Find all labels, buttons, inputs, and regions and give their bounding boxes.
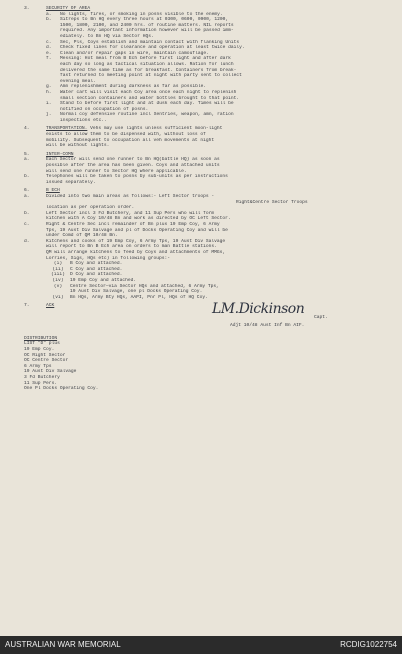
para3-b-line4: ediately. to Bn HQ via Sector HQs. xyxy=(60,33,154,39)
para6-a-line2: Right&Centre Sector Troops xyxy=(236,199,308,205)
para3-e: Clean and/or repair gaps in wire, maintain camouflage. xyxy=(60,50,209,56)
para3-c: Sec, Pls, Coys establish and maintain contact with flanking Units xyxy=(60,39,240,45)
para6: 6. B ECH a. Divided into two main areas as follows:- Left Sector troops - Right&Centre Sector Troops location as per operation order. b. Left Sector incl 3 Fd Butchery, and 11 Sup Pers who will form kitchen with A Coy 10/48 Bn and work as directed by OC Left Sector. c. Right & Centre Sec incl remainder of Bn plus 19 Emp Coy, 6 Army Tps, 19 Aust Div Salvage and pl of Docks Operating Coy and will be under Comd of QM 10/48 Bn. d. Kitchens and cooks of 19 Emp Coy, 6 Army Tps, 19 Aust Div Salvage will report to Bn B Ech area on orders to man Battle stations. QM will arrange kitchens to feed by Coys and attachments of MMGs, Lorries, Sigs, HQs etc) in following groups:- (i) B Coy and attached. (ii) C Coy and attached. (iii) D Coy and attached. (iv) 19 Emp Coy and attached. (v) Centre Sector—via Sector HQs and attached, 6 Army Tps, 19 Aust Div Salvage, one pl Docks Operating Coy. (vi) Bn HQs, Army Bty HQs, AAPI, Pnr Pl, HQs of HQ Coy. xyxy=(24,188,390,300)
signature-line: Adjt 10/48 Aust Inf Bn AIF. xyxy=(230,322,305,328)
para6-group-ii: C Coy and attached. xyxy=(70,266,123,272)
para3-f-line4: fast returned to meeting point at night with party sent to collect xyxy=(60,73,242,79)
distribution-item: One Pl Docks Operating Coy. xyxy=(24,386,99,392)
distribution-item: 19 Emp Coy. xyxy=(24,347,55,353)
para6-group-vi: Bn HQs, Army Bty HQs, AAPI, Pnr Pl, HQs of HQ Coy. xyxy=(70,294,208,300)
para6-group-v: Centre Sector—via Sector HQs and attached, 6 Army Tps, xyxy=(70,283,219,289)
distribution-item: OC Centre Sector xyxy=(24,358,69,364)
para4-title: TRANSPORTATION. xyxy=(46,126,88,132)
para5-a-line2: possible after the area has been given. Coys and attached units xyxy=(46,163,220,169)
para5-a-line1: Each Sector will send one runner to Bn HQ(battle HQ) as soon as xyxy=(46,157,220,163)
para3-f-line2: each day so long as tactical situation allows. Ration for lunch xyxy=(60,61,234,67)
distribution-list xyxy=(24,336,390,392)
para4-line3: mobility. Subsequent to occupation all veh movements at night xyxy=(46,137,215,143)
para3-j-line2: inspections etc.. xyxy=(60,117,107,123)
para3-h-line1: Water cart will visit each Coy area once each night to replenish xyxy=(60,89,237,95)
archive-source: AUSTRALIAN WAR MEMORIAL xyxy=(5,640,121,649)
para6-c-line1: Right & Centre Sec incl remainder of Bn plus 19 Emp Coy, 6 Army xyxy=(46,221,220,227)
para6-group-iv: 19 Emp Coy and attached. xyxy=(70,277,137,283)
handwritten-signature: LM.Dickinson xyxy=(212,300,305,317)
para3-d: Check fixed lines for clearance and operation at least twice daily. xyxy=(60,45,245,51)
distribution-item: 6 Army Tps xyxy=(24,363,52,369)
para3-i-line2: notified on occupation of posns. xyxy=(60,106,149,112)
distribution-item: 3 Fd Butchery xyxy=(24,375,60,381)
para5-title: INTER-COMN xyxy=(46,151,74,157)
para6-a-line3: location as per operation order. xyxy=(46,205,135,211)
para3-b-line3: required. Any important information however will be passed imm- xyxy=(60,28,234,34)
para3-f-line1: Messing: Hot meal from B Ech before first light and after dark xyxy=(60,56,231,62)
para3-g: Amn replenishment during darkness as far as possible. xyxy=(60,84,207,90)
para3-i-line1: Stand to before first light and at dusk each day. Times will be xyxy=(60,101,234,107)
para6-group-v-extra: 19 Aust Div Salvage, one pl Docks Operating Coy. xyxy=(70,289,203,295)
para3-heading-row: 3. SECURITY OF AREA xyxy=(24,6,390,12)
para3-f-line3: delivered the same time as for breakfast. Containers from break- xyxy=(60,67,237,73)
para6-d-line4: Lorries, Sigs, HQs etc) in following groups:- xyxy=(46,255,171,261)
para6-d-line1: Kitchens and cooks of 19 Emp Coy, 6 Army Tps, 19 Aust Div Salvage xyxy=(46,238,226,244)
distribution-item: OC Right Sector xyxy=(24,352,66,358)
para5-b-line2: issued separately. xyxy=(46,179,96,185)
para7: 7. ACK xyxy=(24,303,390,309)
document-body xyxy=(24,6,390,392)
para6-c-line3: under Comd of QM 10/48 Bn. xyxy=(46,233,118,239)
para6-title: B ECH xyxy=(46,188,60,194)
archive-reference: RCDIG1022754 xyxy=(340,640,397,649)
para6-c-line2: Tps, 19 Aust Div Salvage and pl of Docks Operating Coy and will be xyxy=(46,227,228,233)
para6-d-line2: will report to Bn B Ech area on orders to man Battle stations. xyxy=(46,244,217,250)
para3-heading: SECURITY OF AREA xyxy=(46,6,91,11)
para3-h-line2: small section containers and water bottles brought to that point. xyxy=(60,95,240,101)
para5-b-line1: Telephones will be taken to posns by sub-units as per instructions xyxy=(46,174,228,180)
para3-b-line2: 1500, 1800, 2100, and 2400 hrs. of routine matters. NIL reports xyxy=(60,22,234,28)
para5-a-line3: will send one runner to Sector HQ where applicable. xyxy=(46,168,187,174)
distribution-title: DISTRIBUTION xyxy=(24,335,58,341)
para3-b-line1: Sitreps to Bn HQ every three hours at 0300, 0600, 0900, 1200, xyxy=(60,17,229,23)
para6-b-line2: kitchen with A Coy 10/48 Bn and work as directed by OC Left Sector. xyxy=(46,216,231,222)
para7-title: ACK xyxy=(46,303,55,309)
para4: 4. TRANSPORTATION. Vehs may use lights unless sufficient moon-light exists to allow them to be dispensed with, without loss of mobility. Subsequent to occupation all veh movements at night will be without lights. xyxy=(24,126,390,148)
signature-rank: Capt. xyxy=(314,314,328,320)
para4-line2: exists to allow them to be dispensed with, without loss of xyxy=(46,132,206,138)
para3-a: No lights, fires, or smoking in posns visible to the enemy. xyxy=(60,11,223,17)
archive-footer xyxy=(0,636,402,654)
para6-b-line1: Left Sector incl 3 Fd Butchery, and 11 Sup Pers who will form xyxy=(46,210,215,216)
para6-a-line1: Divided into two main areas as follows:- Left Sector troops - xyxy=(46,194,215,199)
para6-d-line3: QM will arrange kitchens to feed by Coys and attachments of MMGs, xyxy=(46,249,226,255)
para3-f-line5: evening meal. xyxy=(60,78,96,84)
para4-line1: Vehs may use lights unless sufficient moon-light xyxy=(90,126,223,132)
para3-items: a. No lights, fires, or smoking in posns visible to the enemy. b. Sitreps to Bn HQ every three hours at 0300, 0600, 0900, 1200, 1500, 1800, 2100, and 2400 hrs. of routine matters. NIL reports required. Any important information however will be passed imm- ediately. to Bn HQ via Sector HQs. c. Sec, Pls, Coys establish and maintain contact with flanking Units d. Check fixed lines for clearance and operation at least twice daily. e. Clean and/or repair gaps in wire, maintain camouflage. f. Messing: Hot meal from B Ech before first light and after dark each day so long as tactical situation allows. Ration for lunch delivered the same time as for breakfast. Containers from break- fast returned to meeting point at night with party sent to collect evening meal. g. Amn replenishment during darkness as far as possible. h. Water cart will visit each Coy area once each night to replenish small section containers and water bottles brought to that point. i. Stand to before first light and at dusk each day. Times will be notified on occupation of posns. j. Normal coy defensive routine incl Sentries, weapon, amn, ration inspections etc.. xyxy=(24,12,390,124)
para4-line4: will be without lights. xyxy=(46,143,110,149)
distribution-item: LIST "D" plus xyxy=(24,341,60,347)
para3-j-line1: Normal coy defensive routine incl Sentries, weapon, amn, ration xyxy=(60,112,234,118)
para5: 5. INTER-COMN a. Each Sector will send one runner to Bn HQ(battle HQ) as soon as possible after the area has been given. Coys and attached units will send one runner to Sector HQ where applicable. b. Telephones will be taken to posns by sub-units as per instructions issued separately. xyxy=(24,152,390,186)
para6-group-iii: D Coy and attached. xyxy=(70,272,123,278)
distribution-item: 19 Aust Div Salvage xyxy=(24,369,77,375)
distribution-item: 11 Sup Pers. xyxy=(24,380,58,386)
para6-group-i: B Coy and attached. xyxy=(70,261,123,267)
